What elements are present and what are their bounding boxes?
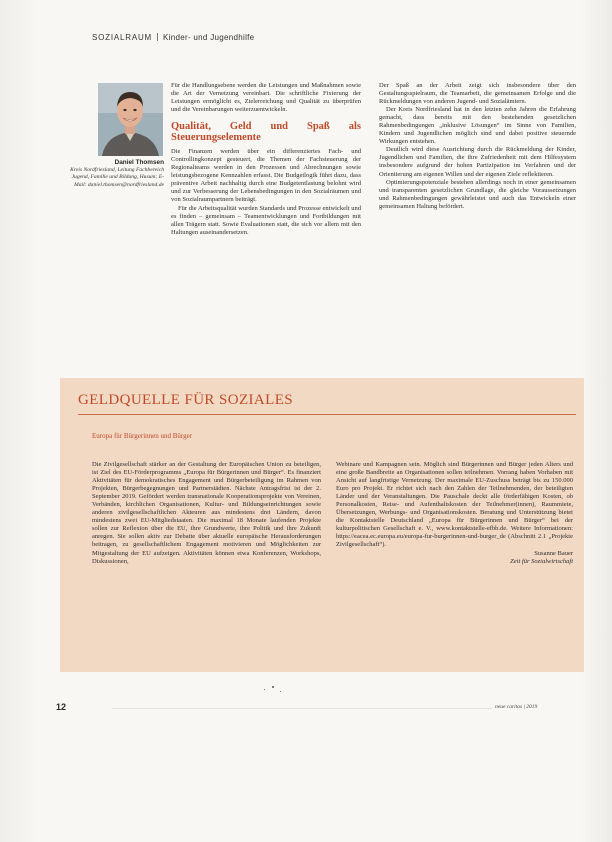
paragraph: Optimierungspotenziale bestehen allerdings noch in einer gemeinsamen und transparenten gesetzlichen Grundlage, die gleiche Voraussetzungen und Rahmenbedingungen gewährleistet und auch das Entwickeln einer gemeinsamen Haltung befördert. [379,178,576,210]
paragraph: Für die Arbeitsqualität wurden Standards und Prozesse entwickelt und es finden – gemeinsam – Teamentwicklungen und Fortbildungen mit allen Trägern statt. Sowie Evaluationen statt, die sich vor allem mit den Haltungen auseinandersetzen. [171,204,361,236]
paragraph: Für die Handlungsebene werden die Leistungen und Maßnahmen sowie die Art der Vernetzung vereinbart. Die schriftliche Fixierung der Leistungen ermöglicht es, Zielerreichung und Qualität zu überprüfen und die Vereinbarungen weiterzuentwickeln. [171,82,361,114]
section-label: SOZIALRAUM [92,33,153,42]
page-number: 12 [56,702,67,712]
portrait-illustration [98,83,163,156]
info-box-column-1 [92,461,321,566]
paragraph: Die Finanzen werden über ein differenziertes Fach- und Controllingkonzept gesteuert, die Themen der Fachsteuerung der Regionalteams werden in den Prozessen und Abrechnungen sowie leistungsbezogene Kennzahlen erfasst. Die Budgetlogik führt dazu, dass präventive Arbeit nachhaltig durch eine Budgetentlastung belohnt wird und zur Verbesserung der Lebensbedingungen in den Sozialräumen und von Sozialraumpartnern beiträgt. [171,148,361,204]
article-column-2 [379,82,576,211]
author-name: Daniel Thomsen [114,159,164,166]
paragraph: Die Zivilgesellschaft stärker an der Gestaltung der Europäischen Union zu beteiligen, ist Ziel des EU-Förderprogramms „Europa für Bürgerinnen und Bürger“. Es finanziert Aktivitäten für demokratisches Engagement und Bürgerbeteiligung im Rahmen von Projekten, Bürgerbegegnungen und Partnerstädten. Nächste Antragsfrist ist der 2. September 2019. Gefördert werden transnationale Kooperationsprojekte von Vereinen, Verbänden, kirchlichen Organisationen, Kultur- und Bildungseinrichtungen sowie anderen zivilgesellschaftlichen Akteuren aus mindestens drei Ländern, davon mindestens zwei EU-Mitgliedstaaten. Die maximal 18 Monate laufenden Projekte sollen zur Reflexion über die EU, ihre Grundwerte, ihre Politik und ihre Zukunft anregen. Sie sollen aktiv zur Debatte über aktuelle europäische Herausforderungen beitragen, zu gesellschaftlichem Engagement motivieren und Möglichkeiten zur Mitgestaltung der EU aufzeigen. Aktivitäten können etwa Konferenzen, Workshops, Diskussionen, [92,461,321,565]
info-box-title: GELDQUELLE FÜR SOZIALES [78,392,294,408]
signature-role: Zeit für Sozialwirtschaft [510,557,573,565]
page-header [92,33,254,42]
paragraph: Deutlich wird diese Ausrichtung durch die Rückmeldung der Kinder, Jugendlichen und Familien, die ihre Zufriedenheit mit dem Hilfesystem insbesondere aufgrund der hohen Partizipation im Verfahren und der Orientierung am eigenen Willen und der eigenen Ziele reflektieren. [379,146,576,178]
author-caption: Kreis Nordfriesland, Leitung Fachbereich Jugend, Familie und Bildung, Husum; E-Mail: daniel.thomsen@nordfriesland.de [70,167,164,188]
paragraph: Webinare und Kampagnen sein. Möglich sind Bürgerinnen und Bürger jeden Alters und eine große Bandbreite an Organisationen sollen teilnehmen. Vorrang haben Vorhaben mit Ansicht auf langfristige Vernetzung. Der maximale EU-Zuschuss beträgt bis zu 150.000 Euro pro Projekt. Er richtet sich nach den Zahlen der Teilnehmenden, der beteiligten Länder und der Veranstaltungen. Die Pauschale deckt alle förderfähigen Kosten, ob Personalkosten, Reise- und Aufenthaltskosten der Teilnehmer(innen), Raummiete, Übersetzungen, Werbungs- und Organisationskosten. Beratung und Unterstützung bietet die Kontaktstelle Deutschland „Europa für Bürgerinnen und Bürger“ bei der kulturpolitischen Gesellschaft e. V., www.kontaktstelle-efbb.de. Weitere Informationen: https://eacea.ec.europa.eu/europa-fur-burgerinnen-und-burger_de (Abschnitt 2.1 „Projekte Zivilgesellschaft“). [336,461,573,549]
signature: Susanne Bauer [534,549,573,557]
header-divider [157,33,158,41]
topic-label: Kinder- und Jugendhilfe [163,33,255,42]
paragraph: Der Spaß an der Arbeit zeigt sich insbesondere über den Gestaltungsspielraum, die Teamarbeit, die gemeinsamen Erfolge und die Rückmeldungen von anderen Jugend- und Sozialämtern. [379,82,576,106]
publication-source: neue caritas | 2019 [495,704,538,710]
paragraph: Der Kreis Nordfriesland hat in den letzten zehn Jahren die Erfahrung gemacht, dass bereits mit den bestehenden gesetzlichen Rahmenbedingungen „inklusive Lösungen“ im Sinne von Familien, Kindern und Jugendlichen möglich sind und dabei positive steuernde Wirkungen entstehen. [379,106,576,146]
author-photo [98,83,163,156]
article-subheading: Qualität, Geld und Spaß als Steuerungselemente [171,121,361,144]
info-box-subtitle: Europa für Bürgerinnen und Bürger [92,432,193,440]
info-box-rule [78,414,576,415]
footer-rule [112,708,492,709]
info-box-column-2 [336,461,573,566]
article-column-1 [171,82,361,237]
